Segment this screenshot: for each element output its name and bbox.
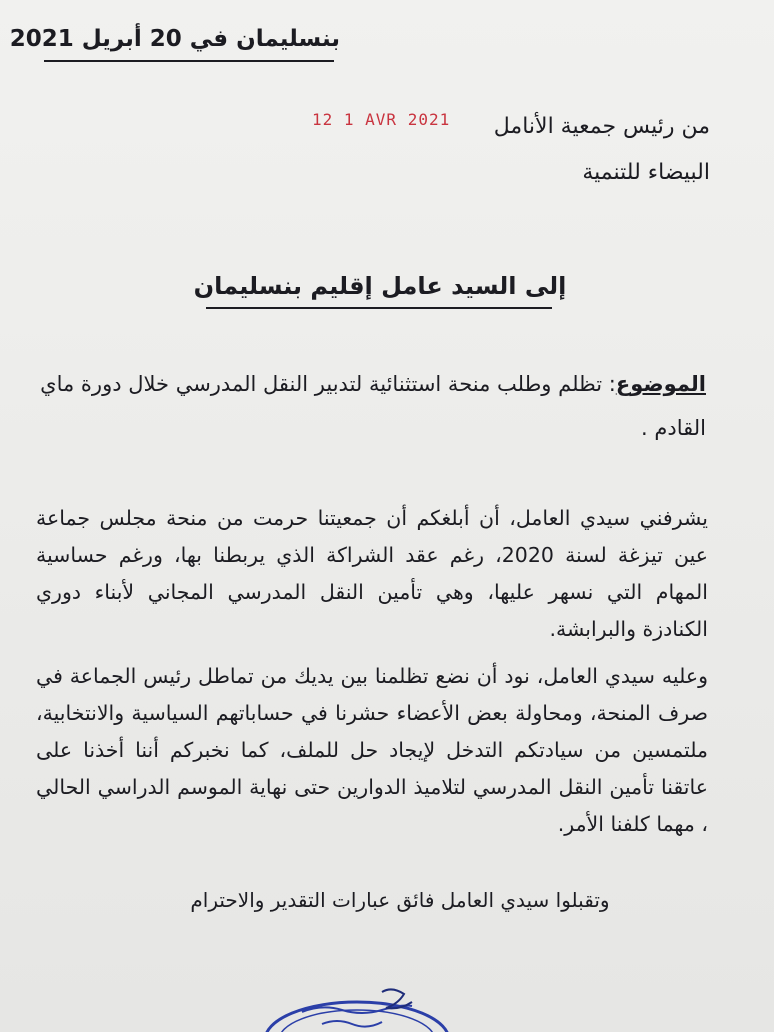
- sender-line-1: من رئيس جمعية الأنامل: [493, 114, 710, 139]
- association-seal: [262, 982, 472, 1032]
- closing-line: وتقبلوا سيدي العامل فائق عبارات التقدير والاحترام: [190, 888, 610, 912]
- sender-block: [410, 104, 710, 196]
- seal-graphic: [262, 982, 472, 1032]
- sender-line-2: البيضاء للتنمية: [582, 160, 710, 185]
- date-underline: [44, 60, 334, 62]
- date-line: بنسليمان في 20 أبريل 2021: [9, 26, 340, 52]
- recipient-line: إلى السيد عامل إقليم بنسليمان: [193, 272, 567, 300]
- body-paragraph-1: يشرفني سيدي العامل، أن أبلغكم أن جمعيتنا حرمت من منحة مجلس جماعة عين تيزغة لسنة 2020، رغم عقد الشراكة الذي يربطنا بها، ورغم حساسية المهام التي نسهر عليها، وهي تأمين النقل المدرسي المجاني لأبناء دوري الكنادزة والبرابشة.: [36, 506, 708, 641]
- subject-text: : تظلم وطلب منحة استثنائية لتدبير النقل المدرسي خلال دورة ماي القادم .: [40, 372, 706, 440]
- subject-label: الموضوع: [615, 372, 706, 396]
- subject-block: [36, 362, 706, 450]
- body-paragraph-2: وعليه سيدي العامل، نود أن نضع تظلمنا بين يديك من تماطل رئيس الجماعة في صرف المنحة، ومحاولة بعض الأعضاء حشرنا في حساباتهم السياسية والانتخابية، ملتمسين من سيادتكم التدخل لإيجاد حل للملف، كما نخبركم أننا أخذنا على عاتقنا تأمين النقل المدرسي لتلاميذ الدوارين حتى نهاية الموسم الدراسي الحالي ، مهما كلفنا الأمر.: [36, 664, 708, 836]
- received-stamp: 12 1 AVR 2021: [312, 110, 451, 129]
- recipient-underline: [206, 307, 552, 309]
